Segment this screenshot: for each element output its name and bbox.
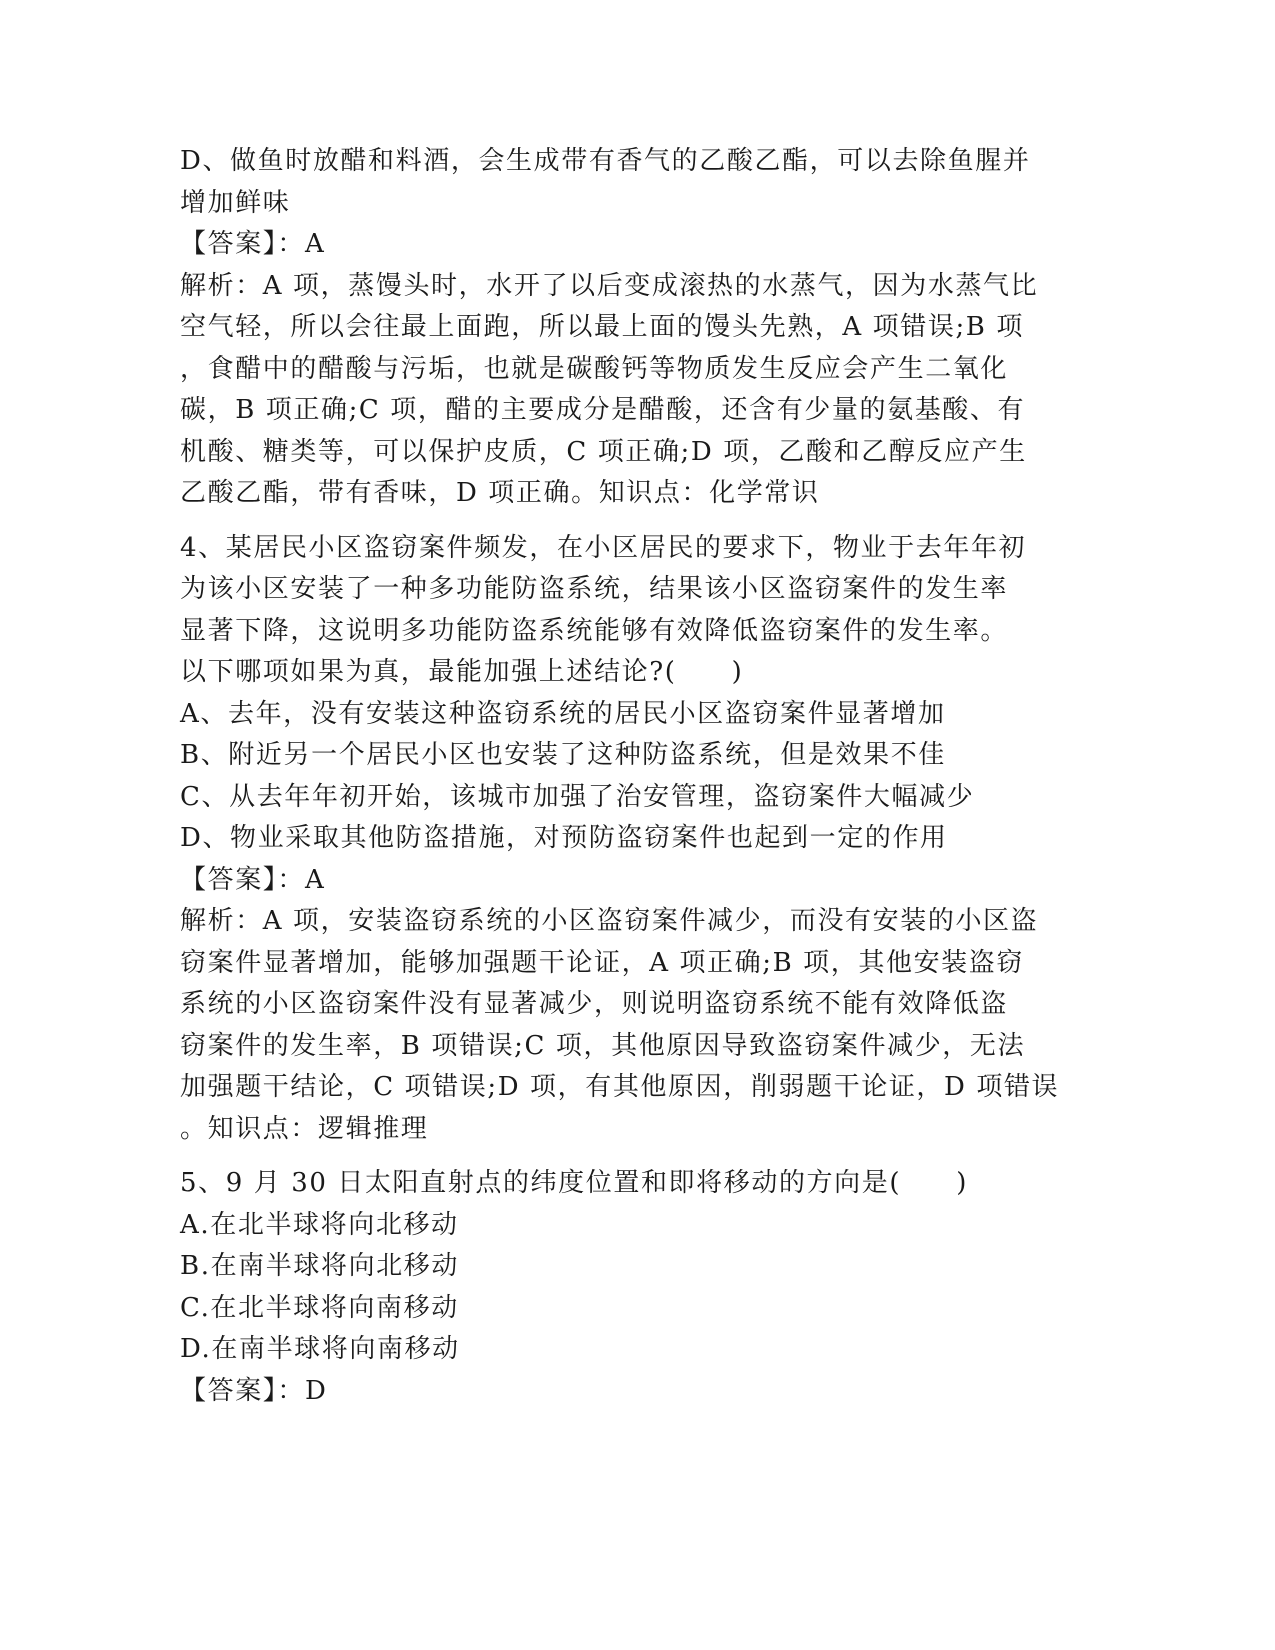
q4-analysis-line-4: 窃案件的发生率，B 项错误;C 项，其他原因导致盗窃案件减少，无法 [180,1030,1026,1061]
q4-answer: 【答案】：A [180,864,326,895]
q4-option-c: C、从去年年初开始，该城市加强了治安管理，盗窃案件大幅减少 [180,781,975,812]
q3-answer: 【答案】：A [180,229,326,259]
q3-option-d-line-2: 增加鲜味 [180,187,291,218]
q5-option-a: A.在北半球将向北移动 [180,1209,459,1240]
q4-option-a: A、去年，没有安装这种盗窃系统的居民小区盗窃案件显著增加 [180,698,946,729]
q3-option-d-line-1: D、做鱼时放醋和料酒，会生成带有香气的乙酸乙酯，可以去除鱼腥并 [180,146,1031,176]
section-gap [180,515,1040,528]
q4-option-b: B、附近另一个居民小区也安装了这种防盗系统，但是效果不佳 [180,740,946,770]
q3-analysis-line-4: 碳，B 项正确;C 项，醋的主要成分是醋酸，还含有少量的氨基酸、有 [180,395,1026,425]
q3-analysis-line-1: 解析：A 项，蒸馒头时，水开了以后变成滚热的水蒸气，因为水蒸气比 [180,270,1039,301]
question-4 [180,528,1060,1151]
q4-analysis-line-5: 加强题干结论，C 项错误;D 项，有其他原因，削弱题干论证，D 项错误 [180,1072,1060,1102]
question-3-tail [180,141,1040,515]
section-gap [180,1150,1040,1163]
q5-option-c: C.在北半球将向南移动 [180,1292,459,1323]
q5-stem: 5、9 月 30 日太阳直射点的纬度位置和即将移动的方向是( ) [180,1168,969,1198]
q4-analysis-line-2: 窃案件显著增加，能够加强题干论证，A 项正确;B 项，其他安装盗窃 [180,947,1024,978]
q4-stem-line-1: 4、某居民小区盗窃案件频发，在小区居民的要求下，物业于去年年初 [180,532,1027,563]
document-page [180,141,1060,1412]
q4-stem-line-4: 以下哪项如果为真，最能加强上述结论?( ) [180,657,744,687]
q4-option-d: D、物业采取其他防盗措施，对预防盗窃案件也起到一定的作用 [180,823,948,853]
q4-analysis-line-1: 解析：A 项，安装盗窃系统的小区盗窃案件减少，而没有安装的小区盗 [180,906,1039,936]
q5-option-d: D.在南半球将向南移动 [180,1334,460,1364]
q3-analysis-line-6: 乙酸乙酯，带有香味，D 项正确。知识点：化学常识 [180,478,820,508]
q3-analysis-line-5: 机酸、糖类等，可以保护皮质，C 项正确;D 项，乙酸和乙醇反应产生 [180,436,1027,467]
question-5 [180,1163,1040,1412]
q4-stem-line-3: 显著下降，这说明多功能防盗系统能够有效降低盗窃案件的发生率。 [180,615,1009,646]
q3-analysis-line-2: 空气轻，所以会往最上面跑，所以最上面的馒头先熟，A 项错误;B 项 [180,312,1024,342]
q3-analysis-line-3: ，食醋中的醋酸与污垢，也就是碳酸钙等物质发生反应会产生二氧化 [180,353,1009,384]
q4-analysis-line-3: 系统的小区盗窃案件没有显著减少，则说明盗窃系统不能有效降低盗 [180,989,1009,1019]
q4-analysis-line-6: 。知识点：逻辑推理 [180,1113,429,1144]
q5-option-b: B.在南半球将向北移动 [180,1251,459,1281]
q4-stem-line-2: 为该小区安装了一种多功能防盗系统，结果该小区盗窃案件的发生率 [180,574,1009,604]
q5-answer: 【答案】：D [180,1375,328,1406]
